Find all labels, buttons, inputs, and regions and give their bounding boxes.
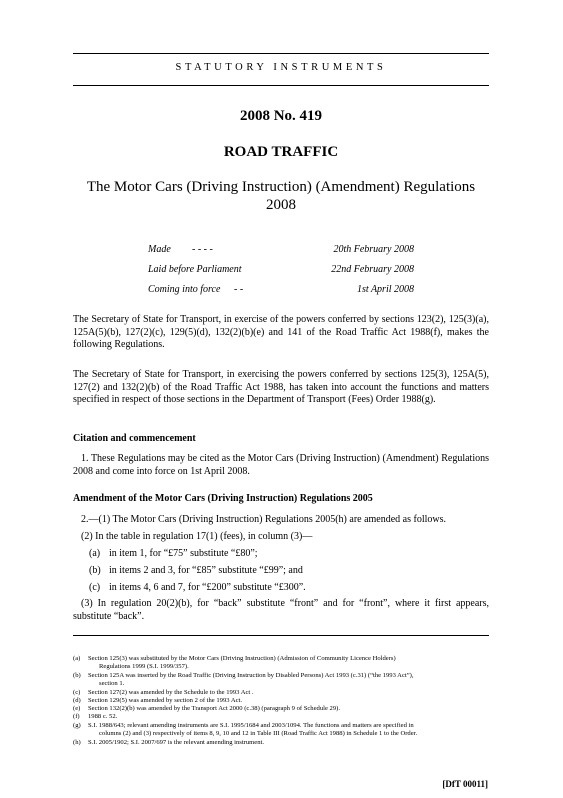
footnote-text: Section 125A was inserted by the Road Traffic (Driving Instruction by Disabled Persons) Act 1993 (c.31) (“the 1993 Act”), [88,672,414,679]
footnote-key: (f) [73,713,80,720]
list-item-key: (c) [89,582,101,593]
list-item-key: (b) [89,565,101,576]
date-in-force [148,284,414,298]
footnote [73,713,489,721]
date-made [148,244,414,258]
instrument-number: 2008 No. 419 [239,108,323,124]
date-label: Made [148,244,171,255]
date-label: Laid before Parliament [148,264,242,275]
footnote [73,672,489,688]
footnote-text: section 1. [99,680,125,687]
list-item-text: in item 1, for “£75” substitute “£80”; [109,548,258,559]
footnote-text: Section 129(5) was amended by section 2 of the 1993 Act. [88,697,243,704]
footnote [73,705,489,713]
top-rule [73,53,489,54]
amendment-heading: Amendment of the Motor Cars (Driving Instruction) Regulations 2005 [73,493,373,504]
citation-heading: Citation and commencement [73,433,196,444]
subject-heading: ROAD TRAFFIC [223,144,339,160]
list-item-text: in items 4, 6 and 7, for “£200” substitute “£300”. [109,582,306,593]
footnote-key: (d) [73,697,81,704]
footnote [73,697,489,705]
date-laid [148,264,414,278]
regulation-1: 1. These Regulations may be cited as the Motor Cars (Driving Instruction) (Amendment) Regulations 2008 and come into force on 1st April 2008. [73,453,489,477]
footnote-text: Section 125(3) was substituted by the Motor Cars (Driving Instruction) (Admission of Community Licence Holders) [88,655,396,662]
footnote-key: (h) [73,739,81,746]
date-label: Coming into force [148,284,221,295]
list-item-text: in items 2 and 3, for “£85” substitute “£99”; and [109,565,303,576]
series-heading: STATUTORY INSTRUMENTS [175,62,387,73]
date-value: 22nd February 2008 [331,264,414,275]
regulations-title: The Motor Cars (Driving Instruction) (Amendment) Regulations 2008 [86,179,476,213]
footnote-rule [73,635,489,636]
footnote-text: 1988 c. 52. [88,713,118,720]
preamble-paragraph-2: The Secretary of State for Transport, in exercising the powers conferred by sections 125(3), 125A(5), 127(2) and 132(2)(b) of the Road Traffic Act 1988, has taken into account the functions and matters specified in respect of those sections in the Department of Transport (Fees) Order 1988(g). [73,369,489,405]
footnote [73,655,489,671]
footnote-text: Section 132(2)(b) was amended by the Transport Act 2000 (c.38) (paragraph 9 of Schedule 29). [88,705,340,712]
footnote-text: Regulations 1999 (S.I. 1999/357). [99,663,189,670]
footnote-text: S.I. 1988/643; relevant amending instruments are S.I. 1995/1684 and 2003/1094. The functions and matters are specified in [88,722,414,729]
footnote-key: (e) [73,705,81,712]
footnote-text: S.I. 2005/1902; S.I. 2007/697 is the relevant amending instrument. [88,739,264,746]
leader-dashes: - - [234,284,244,295]
footnote [73,689,489,697]
footnote [73,739,489,747]
regulation-2-2: (2) In the table in regulation 17(1) (fees), in column (3)— [81,531,313,542]
footnote-text: columns (2) and (3) respectively of items 8, 9, 10 and 12 in Table III (Road Traffic Act 1988) in Schedule 1 to the Order. [99,730,418,737]
regulation-2-1: 2.—(1) The Motor Cars (Driving Instruction) Regulations 2005(h) are amended as follows. [81,514,447,525]
leader-dashes: - - - - [192,244,213,255]
footnote-key: (c) [73,689,81,696]
footnote-text: Section 127(2) was amended by the Schedule to the 1993 Act . [88,689,254,696]
date-value: 20th February 2008 [333,244,414,255]
footnote-key: (g) [73,722,81,729]
department-reference: [DfT 00011] [442,779,488,789]
footnote-key: (b) [73,672,81,679]
preamble-paragraph-1: The Secretary of State for Transport, in exercise of the powers conferred by sections 123(2), 125(3)(a), 125A(5)(b), 127(2)(c), 129(5)(d), 132(2)(b)(e) and 141 of the Road Traffic Act 1988(f), makes the following Regulations. [73,314,489,350]
date-value: 1st April 2008 [356,284,414,295]
header-rule [73,85,489,86]
list-item-key: (a) [89,548,101,559]
footnote [73,722,489,738]
footnote-key: (a) [73,655,81,662]
regulation-2-3: (3) In regulation 20(2)(b), for “back” substitute “front” and for “front”, where it first appears, substitute “back”. [73,598,489,622]
